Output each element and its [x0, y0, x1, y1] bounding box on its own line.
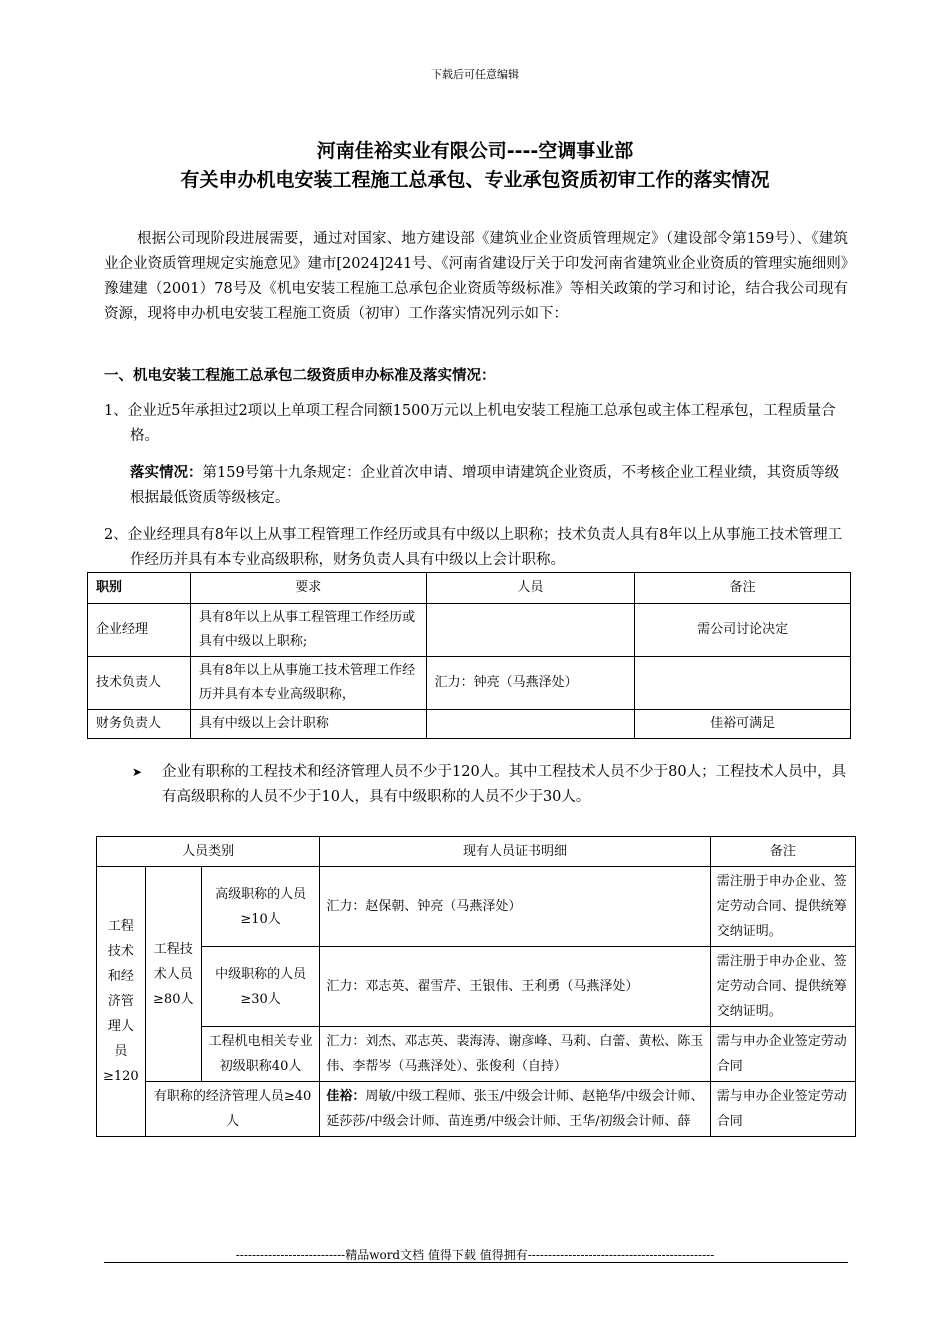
implementation-label: 落实情况： — [130, 465, 203, 481]
detail-text: 周敏/中级工程师、张玉/中级会计师、赵艳华/中级会计师、延莎莎/中级会计师、苗连勇/中级会计师、王华/初级会计师、薛 — [326, 1089, 704, 1129]
requirement-cell: 具有8年以上从事工程管理工作经历或具有中级以上职称; — [190, 604, 426, 657]
header-cell: 人员类别 — [97, 837, 320, 867]
role-cell: 企业经理 — [88, 604, 191, 657]
category-cell: 中级职称的人员≥30人 — [201, 947, 320, 1027]
detail-label: 佳裕： — [326, 1089, 366, 1104]
role-cell: 技术负责人 — [88, 657, 191, 710]
requirement-item-1: 1、企业近5年承担过2项以上单项工程合同额1500万元以上机电安装工程施工总承包或主体工程承包，工程质量合格。 — [104, 403, 836, 444]
bullet-item — [132, 760, 848, 810]
arrow-bullet-icon: ➤ — [132, 765, 143, 779]
table-row — [88, 710, 851, 739]
header-cell: 现有人员证书明细 — [320, 837, 710, 867]
table-row — [97, 1027, 856, 1082]
category-group-cell — [97, 867, 146, 1137]
footer-divider — [104, 1262, 848, 1263]
header-cell: 职别 — [88, 573, 191, 604]
header-cell: 人员 — [426, 573, 635, 604]
requirement-cell: 具有8年以上从事施工技术管理工作经历并具有本专业高级职称， — [190, 657, 426, 710]
note-cell: 佳裕可满足 — [635, 710, 851, 739]
detail-cell: 汇力：刘杰、邓志英、裴海涛、谢彦峰、马莉、白蕾、黄松、陈玉伟、李帮岑（马燕泽处）、张俊利（自持） — [320, 1027, 710, 1082]
table-row — [88, 657, 851, 710]
section-heading-1: 一、机电安装工程施工总承包二级资质申办标准及落实情况： — [104, 368, 496, 384]
detail-cell: 汇力：邓志英、翟雪芹、王银伟、王利勇（马燕泽处） — [320, 947, 710, 1027]
personnel-requirements-table — [87, 572, 851, 739]
subcategory-group-cell — [145, 867, 201, 1082]
note-cell: 需公司讨论决定 — [635, 604, 851, 657]
header-note: 下载后可任意编辑 — [431, 68, 519, 81]
role-cell: 财务负责人 — [88, 710, 191, 739]
staff-certificate-table — [96, 836, 856, 1137]
category-cell: 有职称的经济管理人员≥40人 — [145, 1082, 320, 1137]
category-cell: 工程机电相关专业初级职称40人 — [201, 1027, 320, 1082]
header-cell: 要求 — [190, 573, 426, 604]
requirement-item-2: 2、企业经理具有8年以上从事工程管理工作经历或具有中级以上职称；技术负责人具有8年以上从事施工技术管理工作经历并具有本专业高级职称，财务负责人具有中级以上会计职称。 — [104, 527, 843, 568]
implementation-note — [130, 461, 848, 511]
title-line-2: 有关申办机电安装工程施工总承包、专业承包资质初审工作的落实情况 — [180, 169, 770, 191]
category-group-label: 工程技术和经济管理人员≥120 — [103, 919, 139, 1084]
table-row — [97, 867, 856, 947]
table-row — [88, 604, 851, 657]
table-header-row — [88, 573, 851, 604]
footer-text: ---------------------------精品word文档 值得下载 值得拥有---------------------------------------------- — [235, 1248, 715, 1262]
implementation-text: 第159号第十九条规定：企业首次申请、增项申请建筑企业资质，不考核企业工程业绩，其资质等级根据最低资质等级核定。 — [130, 465, 840, 506]
note-cell: 需注册于申办企业、签定劳动合同、提供统筹交纳证明。 — [710, 947, 855, 1027]
note-cell: 需与申办企业签定劳动合同 — [710, 1027, 855, 1082]
person-cell — [426, 710, 635, 739]
note-cell — [635, 657, 851, 710]
detail-cell — [320, 1082, 710, 1137]
header-cell: 备注 — [710, 837, 855, 867]
requirement-cell: 具有中级以上会计职称 — [190, 710, 426, 739]
note-cell: 需注册于申办企业、签定劳动合同、提供统筹交纳证明。 — [710, 867, 855, 947]
table-row — [97, 947, 856, 1027]
person-cell — [426, 604, 635, 657]
person-cell: 汇力：钟亮（马燕泽处） — [426, 657, 635, 710]
title-line-1: 河南佳裕实业有限公司----空调事业部 — [316, 140, 634, 162]
table-header-row — [97, 837, 856, 867]
table-row — [97, 1082, 856, 1137]
category-cell: 高级职称的人员≥10人 — [201, 867, 320, 947]
detail-cell: 汇力：赵保朝、钟亮（马燕泽处） — [320, 867, 710, 947]
header-cell: 备注 — [635, 573, 851, 604]
note-cell: 需与申办企业签定劳动合同 — [710, 1082, 855, 1137]
bullet-text: 企业有职称的工程技术和经济管理人员不少于120人。其中工程技术人员不少于80人；工程技术人员中，具有高级职称的人员不少于10人，具有中级职称的人员不少于30人。 — [162, 764, 847, 805]
subcategory-group-label: 工程技术人员≥80人 — [153, 941, 194, 1007]
intro-paragraph: 根据公司现阶段进展需要，通过对国家、地方建设部《建筑业企业资质管理规定》（建设部令第159号）、《建筑业企业资质管理规定实施意见》建市[2024]241号、《河南省建设厅关于印发河南省建筑业企业资质的管理实施细则》豫建建（2001）78号及《机电安装工程施工总承包企业资质等级标准》等相关政策的学习和讨论，结合我公司现有资源，现将申办机电安装工程施工资质（初审）工作落实情况列示如下： — [104, 231, 848, 322]
